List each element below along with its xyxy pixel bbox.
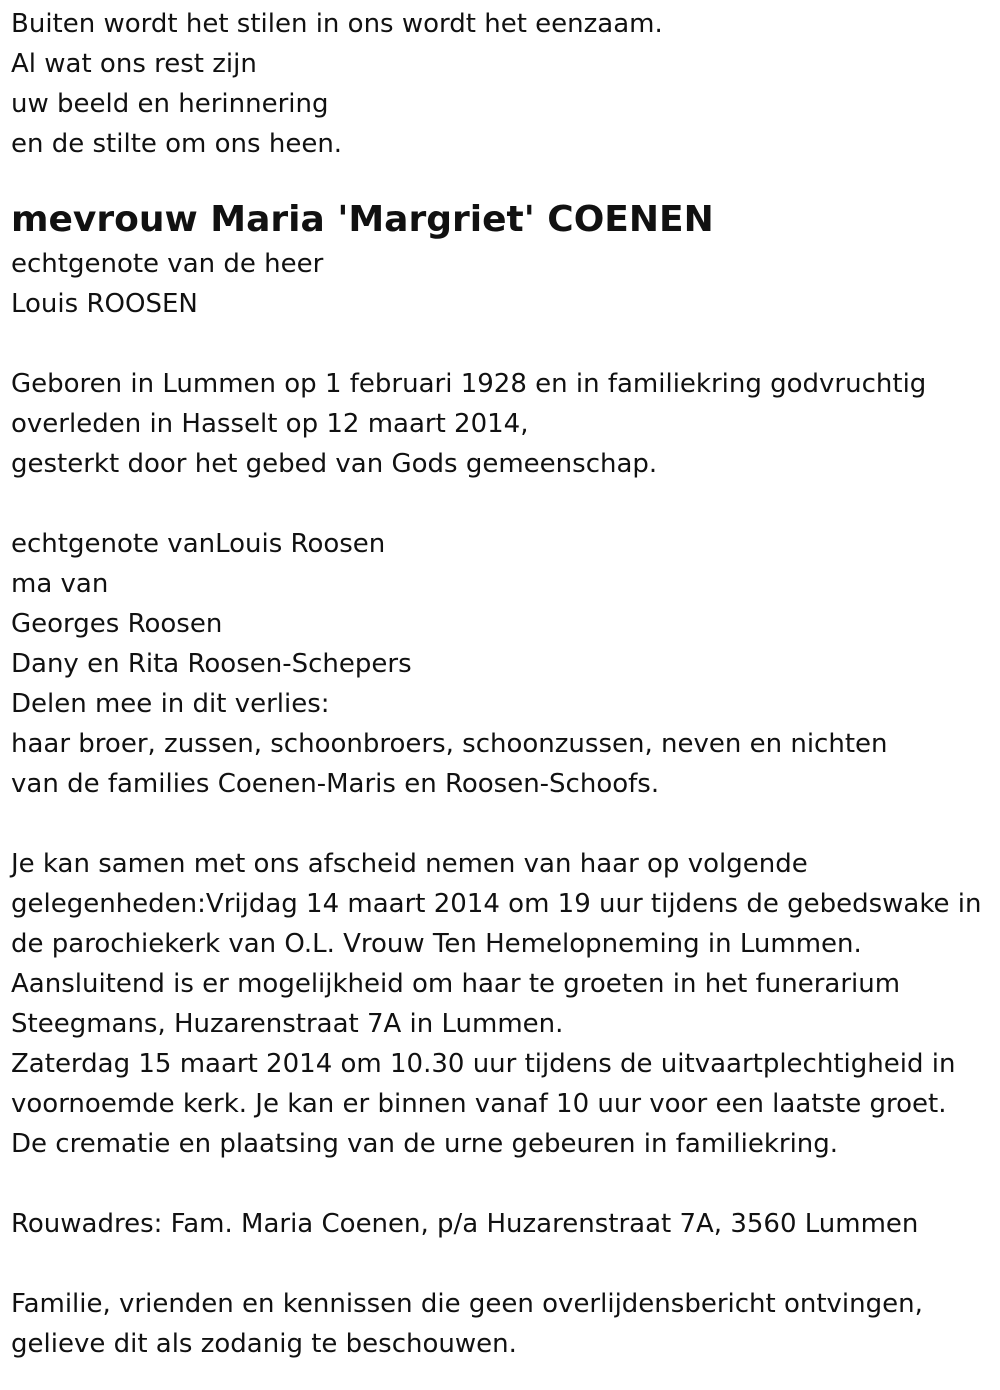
relation-line: echtgenote van de heer [11,249,324,279]
family-line: echtgenote vanLouis Roosen [11,529,386,559]
ceremony-line: voornoemde kerk. Je kan er binnen vanaf 10 uur voor een laatste groet. [11,1089,947,1119]
ceremony-line: Aansluitend is er mogelijkheid om haar te groeten in het funerarium [11,969,901,999]
birth-death-section [11,364,1000,484]
spacer [11,804,1000,844]
relation-line: Louis ROOSEN [11,289,198,319]
family-section [11,524,1000,804]
birth-death-line: gesterkt door het gebed van Gods gemeenschap. [11,449,658,479]
closing-line: Familie, vrienden en kennissen die geen overlijdensbericht ontvingen, [11,1289,923,1319]
ceremony-line: Zaterdag 15 maart 2014 om 10.30 uur tijdens de uitvaartplechtigheid in [11,1049,956,1079]
closing-line: gelieve dit als zodanig te beschouwen. [11,1329,517,1359]
family-line: Georges Roosen [11,609,223,639]
birth-death-line: Geboren in Lummen op 1 februari 1928 en in familiekring godvruchtig [11,369,927,399]
family-line: Dany en Rita Roosen-Schepers [11,649,412,679]
ceremony-line: Steegmans, Huzarenstraat 7A in Lummen. [11,1009,564,1039]
family-line: van de families Coenen-Maris en Roosen-Schoofs. [11,769,660,799]
poem-line: Al wat ons rest zijn [11,49,257,79]
ceremony-line: De crematie en plaatsing van de urne gebeuren in familiekring. [11,1129,839,1159]
spacer [11,324,1000,364]
ceremony-line: Je kan samen met ons afscheid nemen van haar op volgende [11,849,808,879]
spacer [11,484,1000,524]
ceremony-line: de parochiekerk van O.L. Vrouw Ten Hemelopneming in Lummen. [11,929,862,959]
birth-death-line: overleden in Hasselt op 12 maart 2014, [11,409,529,439]
spacer [11,164,1000,196]
family-line: haar broer, zussen, schoonbroers, schoonzussen, neven en nichten [11,729,888,759]
poem-line: uw beeld en herinnering [11,89,329,119]
ceremony-line: gelegenheden:Vrijdag 14 maart 2014 om 19 uur tijdens de gebedswake in [11,889,982,919]
spacer [11,1244,1000,1284]
family-line: ma van [11,569,109,599]
family-line: Delen mee in dit verlies: [11,689,330,719]
spacer [11,1164,1000,1204]
mourning-address: Rouwadres: Fam. Maria Coenen, p/a Huzarenstraat 7A, 3560 Lummen [11,1209,919,1239]
ceremony-section [11,844,1000,1164]
deceased-name: mevrouw Maria 'Margriet' COENEN [11,199,714,240]
poem-line: en de stilte om ons heen. [11,129,343,159]
poem [11,4,1000,164]
poem-line: Buiten wordt het stilen in ons wordt het eenzaam. [11,9,663,39]
closing-section [11,1284,1000,1364]
